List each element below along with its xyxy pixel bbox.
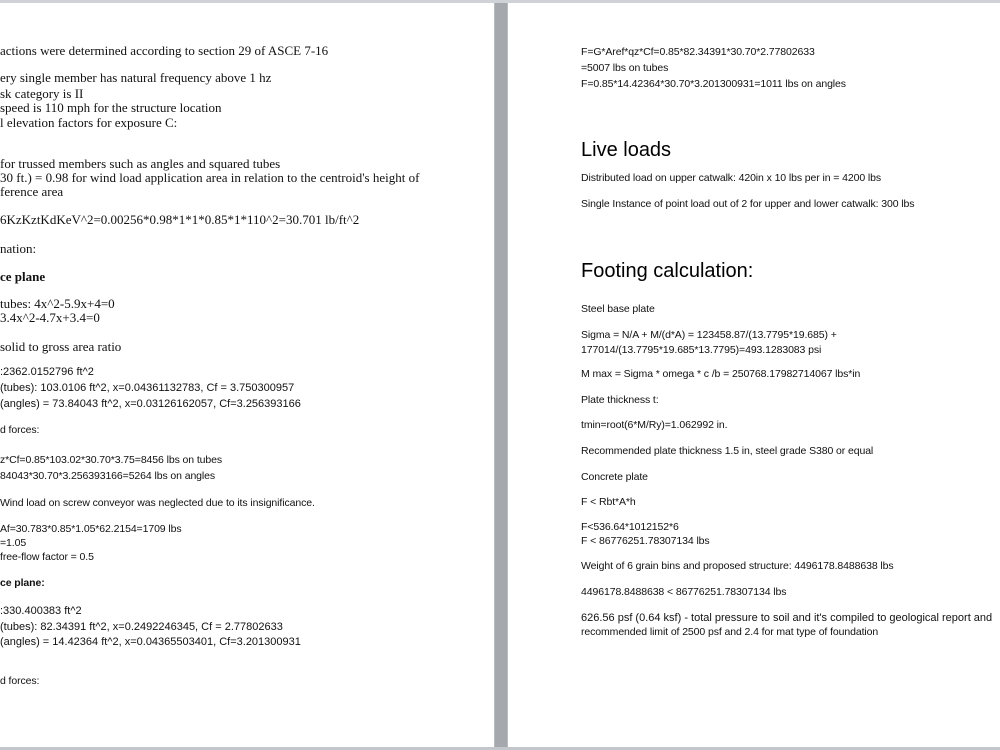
text-line: F=G*Aref*qz*Cf=0.85*82.34391*30.70*2.77802633 [581, 46, 815, 58]
text-line: (tubes): 82.34391 ft^2, x=0.2492246345, Cf = 2.77802633 [0, 621, 283, 633]
text-line: ference area [0, 184, 64, 199]
text-line: solid to gross area ratio [0, 339, 122, 354]
text-line: =5007 lbs on tubes [581, 62, 669, 74]
text-line: F < 86776251.78307134 lbs [581, 535, 710, 547]
text-line: Recommended plate thickness 1.5 in, steel grade S380 or equal [581, 445, 874, 457]
page-gap [494, 3, 508, 750]
text-line: Wind load on screw conveyor was neglected due to its insignificance. [0, 497, 315, 509]
text-line: M max = Sigma * omega * c /b = 250768.17982714067 lbs*in [581, 368, 861, 380]
text-line: recommended limit of 2500 psf and 2.4 for mat type of foundation [581, 626, 879, 638]
text-line: speed is 110 mph for the structure location [0, 100, 222, 115]
text-line: Sigma = N/A + M/(d*A) = 123458.87/(13.7795*19.685) + [581, 329, 837, 341]
text-line: 3.4x^2-4.7x+3.4=0 [0, 310, 100, 325]
document-page-right[interactable] [508, 3, 1000, 747]
text-line: ery single member has natural frequency above 1 hz [0, 70, 272, 85]
section-heading: ce plane: [0, 577, 45, 589]
text-line: =1.05 [0, 537, 27, 549]
text-line: tubes: 4x^2-5.9x+4=0 [0, 296, 115, 311]
text-line: :2362.0152796 ft^2 [0, 366, 94, 378]
document-page-left[interactable] [0, 3, 494, 747]
text-line: z*Cf=0.85*103.02*30.70*3.75=8456 lbs on tubes [0, 454, 223, 466]
text-line: 84043*30.70*3.256393166=5264 lbs on angles [0, 470, 216, 482]
text-line: Single Instance of point load out of 2 for upper and lower catwalk: 300 lbs [581, 198, 915, 210]
section-heading: ce plane [0, 269, 46, 284]
text-line: F=0.85*14.42364*30.70*3.201300931=1011 lbs on angles [581, 78, 846, 90]
text-line: 4496178.8488638 < 86776251.78307134 lbs [581, 586, 787, 598]
text-line: sk category is II [0, 86, 84, 101]
text-line: nation: [0, 241, 37, 256]
text-line: F < Rbt*A*h [581, 496, 636, 508]
text-line: Plate thickness t: [581, 394, 659, 406]
text-line: (tubes): 103.0106 ft^2, x=0.04361132783, Cf = 3.750300957 [0, 382, 295, 394]
text-line: (angles) = 14.42364 ft^2, x=0.04365503401, Cf=3.201300931 [0, 636, 301, 648]
text-line: Distributed load on upper catwalk: 420in x 10 lbs per in = 4200 lbs [581, 172, 882, 184]
text-line: :330.400383 ft^2 [0, 605, 82, 617]
section-heading: Live loads [581, 139, 672, 161]
text-line: tmin=root(6*M/Ry)=1.062992 in. [581, 419, 728, 431]
section-heading: Footing calculation: [581, 260, 754, 282]
text-line: (angles) = 73.84043 ft^2, x=0.03126162057, Cf=3.256393166 [0, 398, 301, 410]
text-line: Steel base plate [581, 303, 655, 315]
text-line: for trussed members such as angles and squared tubes [0, 156, 281, 171]
text-line: d forces: [0, 675, 40, 687]
text-line: 6KzKztKdKeV^2=0.00256*0.98*1*1*0.85*1*110^2=30.701 lb/ft^2 [0, 212, 360, 227]
text-line: Weight of 6 grain bins and proposed structure: 4496178.8488638 lbs [581, 560, 894, 572]
text-line: d forces: [0, 424, 40, 436]
text-line: F<536.64*1012152*6 [581, 521, 679, 533]
text-line: 626.56 psf (0.64 ksf) - total pressure to soil and it's compiled to geological report and [581, 612, 993, 624]
text-line: 30 ft.) = 0.98 for wind load application area in relation to the centroid's height of [0, 170, 420, 185]
text-line: l elevation factors for exposure C: [0, 115, 178, 130]
text-line: actions were determined according to section 29 of ASCE 7-16 [0, 43, 329, 58]
text-line: 177014/(13.7795*19.685*13.7795)=493.1283083 psi [581, 344, 822, 356]
text-line: Concrete plate [581, 471, 648, 483]
text-line: free-flow factor = 0.5 [0, 551, 94, 563]
text-line: Af=30.783*0.85*1.05*62.2154=1709 lbs [0, 523, 182, 535]
